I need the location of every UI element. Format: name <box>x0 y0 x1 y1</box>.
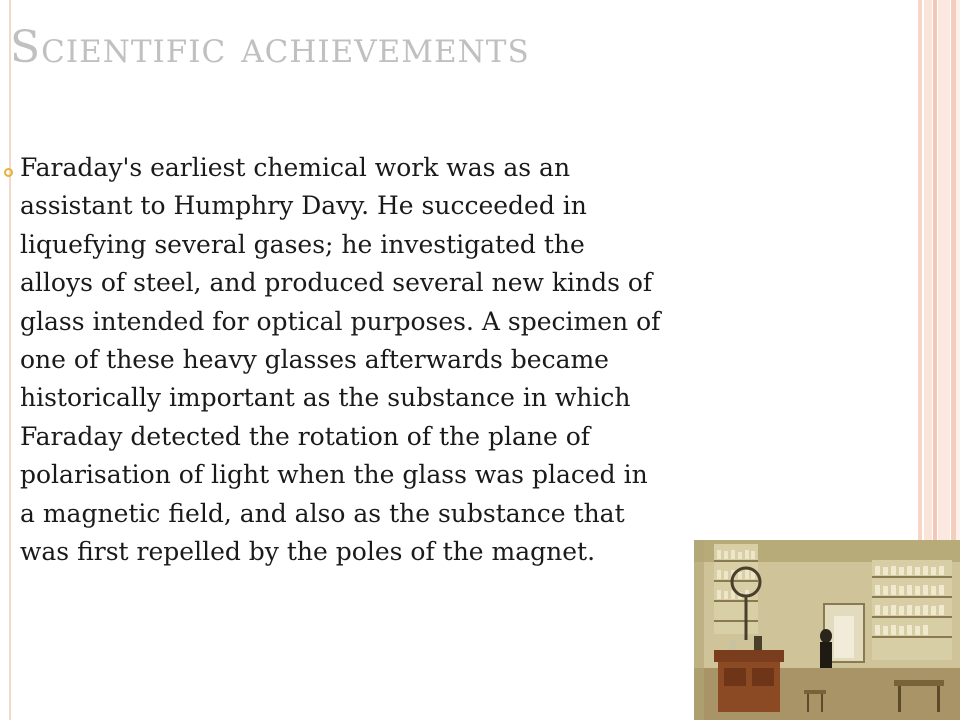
bullet-circle-icon <box>4 168 13 177</box>
left-accent-line <box>9 0 11 720</box>
laboratory-image <box>694 540 960 720</box>
bullet-text: Faraday's earliest chemical work was as an assistant to Humphry Davy. He succeeded in liquefying several gases; he investigated the alloys of steel, and produced several new kinds of glass intended for optical purposes. A specimen of one of these heavy glasses afterwards became historically important as the substance in which Faraday detected the rotation of the plane of polarisation of light when the glass was placed in a magnetic field, and also as the substance that was first repelled by the poles of the magnet. <box>20 153 661 567</box>
slide-title: Scientific achievements <box>10 22 530 73</box>
